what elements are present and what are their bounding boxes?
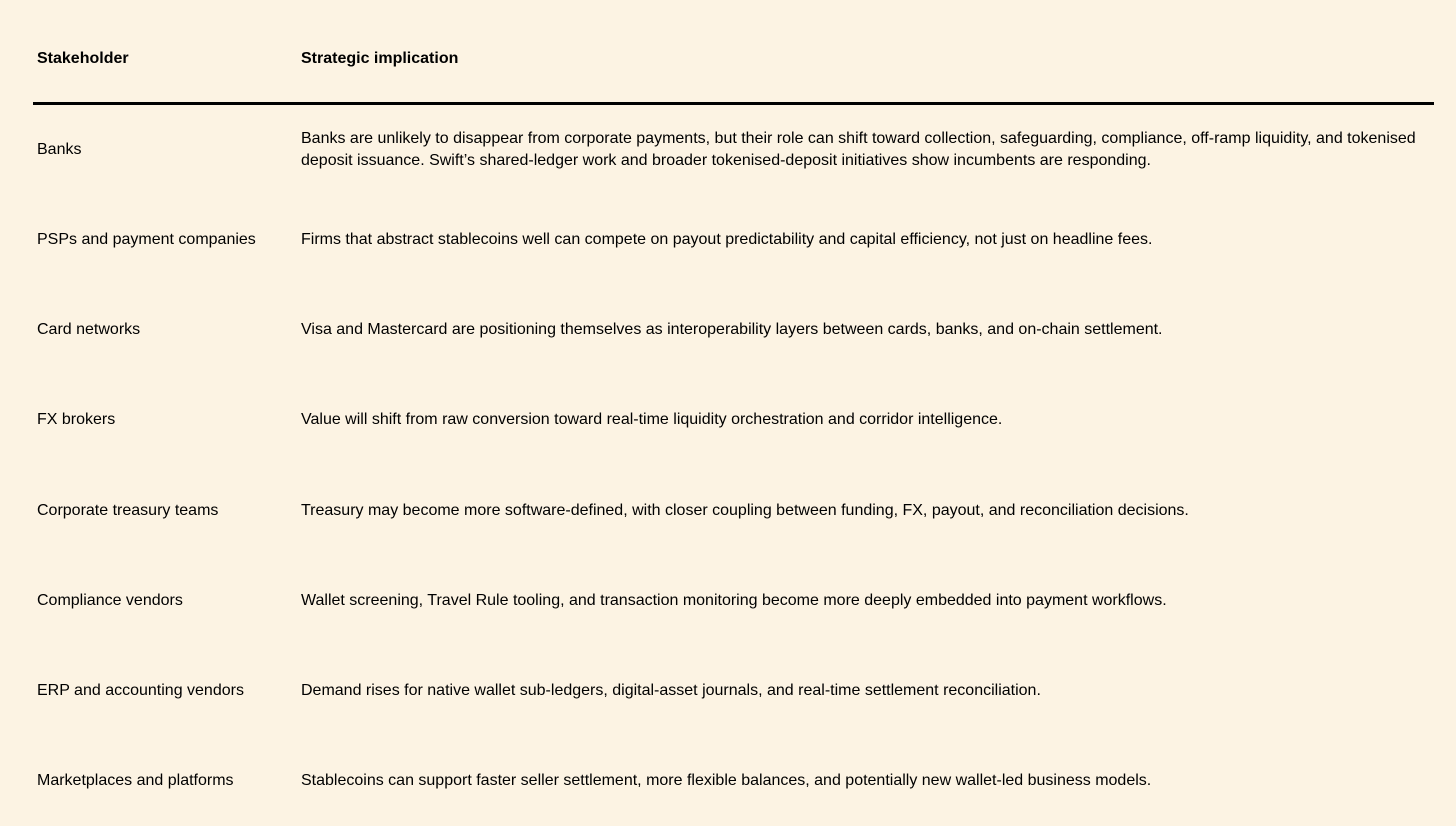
implication-text: Wallet screening, Travel Rule tooling, and transaction monitoring become more deeply embedded into payment workflows. [301,592,1167,609]
table-row [33,736,1434,826]
cell-implication [301,466,1434,556]
table-header-row [33,0,1434,105]
header-strategic-implication: Strategic implication [301,50,459,67]
table-row [33,285,1434,375]
implication-text: Firms that abstract stablecoins well can compete on payout predictability and capital efficiency, not just on headline fees. [301,231,1153,248]
cell-implication [301,195,1434,285]
implication-text: Treasury may become more software-defined, with closer coupling between funding, FX, payout, and reconciliation decisions. [301,502,1189,519]
implication-text: Demand rises for native wallet sub-ledgers, digital-asset journals, and real-time settlement reconciliation. [301,682,1041,699]
table-row [33,466,1434,556]
implication-text: Banks are unlikely to disappear from corporate payments, but their role can shift toward collection, safeguarding, compliance, off-ramp liquidity, and tokenised deposit issuance. Swift’s shared-ledger work and broader tokenised-deposit initiatives show incumbents are responding. [301,130,1416,169]
cell-implication [301,736,1434,826]
header-stakeholder: Stakeholder [37,50,129,67]
table-row [33,375,1434,465]
cell-stakeholder [37,556,293,646]
table-row [33,556,1434,646]
cell-stakeholder [37,375,293,465]
stakeholder-text: PSPs and payment companies [37,231,256,248]
cell-stakeholder [37,466,293,556]
implication-text: Value will shift from raw conversion toward real-time liquidity orchestration and corridor intelligence. [301,411,1003,428]
stakeholder-text: Corporate treasury teams [37,502,219,519]
table-row [33,105,1434,195]
stakeholder-text: Marketplaces and platforms [37,772,234,789]
stakeholder-text: Card networks [37,321,141,338]
stakeholder-text: Compliance vendors [37,592,183,609]
cell-stakeholder [37,195,293,285]
table-row [33,195,1434,285]
cell-stakeholder [37,646,293,736]
cell-stakeholder [37,285,293,375]
cell-implication [301,646,1434,736]
stakeholder-text: Banks [37,141,82,158]
cell-stakeholder [37,736,293,826]
implication-text: Stablecoins can support faster seller settlement, more flexible balances, and potentially new wallet-led business models. [301,772,1152,789]
implication-text: Visa and Mastercard are positioning themselves as interoperability layers between cards, banks, and on-chain settlement. [301,321,1163,338]
cell-implication [301,105,1434,195]
cell-implication [301,556,1434,646]
stakeholder-text: ERP and accounting vendors [37,682,244,699]
cell-implication [301,375,1434,465]
stakeholder-table [33,0,1434,789]
table-row [33,646,1434,736]
stakeholder-text: FX brokers [37,411,116,428]
cell-stakeholder [37,105,293,195]
cell-implication [301,285,1434,375]
